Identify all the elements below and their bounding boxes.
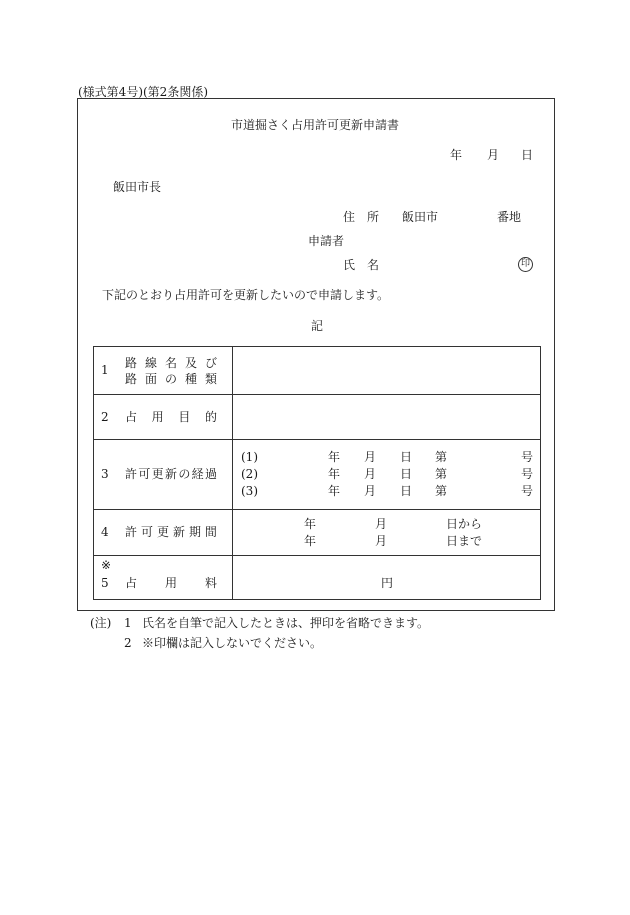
ki-heading: 記 xyxy=(311,319,324,333)
form-number-label: (様式第4号)(第2条関係) xyxy=(78,85,208,99)
row-number: 3 xyxy=(101,467,109,481)
row-number: 5 xyxy=(101,576,109,590)
route-value-cell[interactable] xyxy=(233,347,541,395)
address-city: 飯田市 xyxy=(402,210,439,224)
note-number: 2 xyxy=(124,636,132,650)
note-text: 氏名を自筆で記入したときは、押印を省略できます。 xyxy=(142,616,430,630)
row-number: 1 xyxy=(101,363,109,377)
period-value-cell[interactable]: 年 月 日から 年 月 日まで xyxy=(233,510,541,556)
seal-mark: 印 xyxy=(518,257,533,272)
table-row xyxy=(94,395,541,440)
row-label-purpose: 2 占 用 目 的 xyxy=(94,395,233,440)
items-table xyxy=(93,346,541,600)
row-number: 4 xyxy=(101,525,109,539)
note-number: 1 xyxy=(124,616,132,630)
fee-value-cell[interactable] xyxy=(233,556,541,600)
date-month: 月 xyxy=(487,148,500,162)
address-banchi: 番地 xyxy=(497,210,522,224)
document-title: 市道掘さく占用許可更新申請書 xyxy=(230,118,399,132)
date-day: 日 xyxy=(521,148,534,162)
yen-unit: 円 xyxy=(381,576,394,590)
table-row xyxy=(94,347,541,395)
note-text: ※印欄は記入しないでください。 xyxy=(142,636,323,650)
row-number: 2 xyxy=(101,410,109,424)
notes-label: (注) xyxy=(90,616,112,630)
addressee: 飯田市長 xyxy=(113,180,162,194)
row-label-fee: ※ 5 占 用 料 xyxy=(94,556,233,600)
name-label: 氏 名 xyxy=(343,258,380,272)
row-label-route: 1 路 線 名 及 び 路 面 の 種 類 xyxy=(94,347,233,395)
address-label: 住 所 xyxy=(343,210,380,224)
row-label-history: 3 許 可 更 新 の 経 過 xyxy=(94,440,233,510)
office-use-mark: ※ xyxy=(101,558,112,572)
history-value-cell[interactable]: (1) 年 月 日 第 号 (2) 年 月 日 第 号 (3) 年 月 日 第 号 xyxy=(233,440,541,510)
purpose-value-cell[interactable] xyxy=(233,395,541,440)
request-statement: 下記のとおり占用許可を更新したいので申請します。 xyxy=(102,288,390,302)
date-year: 年 xyxy=(450,148,463,162)
table-row xyxy=(94,440,541,510)
table-row xyxy=(94,556,541,600)
row-label-period: 4 許 可 更 新 期 間 xyxy=(94,510,233,556)
table-row xyxy=(94,510,541,556)
applicant-label: 申請者 xyxy=(308,234,345,248)
